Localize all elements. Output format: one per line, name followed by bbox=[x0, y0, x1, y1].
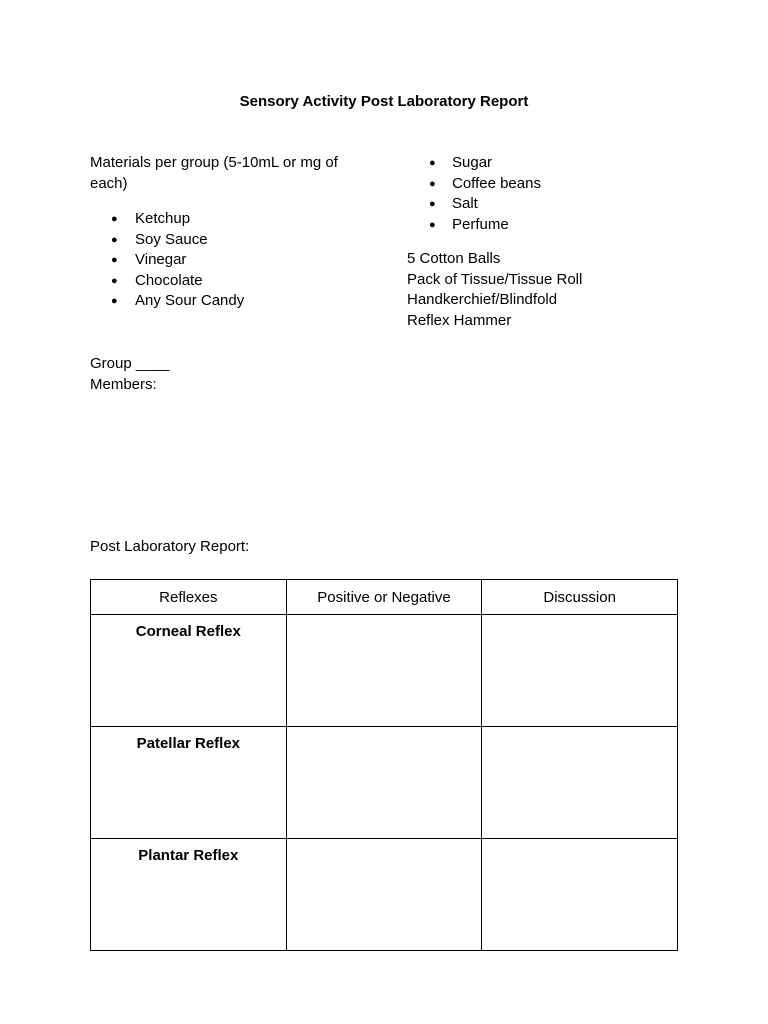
list-item: ● Soy Sauce bbox=[90, 230, 365, 251]
header-discussion: Discussion bbox=[482, 580, 678, 615]
extra-item: Pack of Tissue/Tissue Roll bbox=[407, 270, 583, 288]
list-item: ● Vinegar bbox=[90, 250, 365, 271]
list-item: ● Sugar bbox=[407, 153, 707, 174]
reflex-name: Plantar Reflex bbox=[91, 839, 287, 951]
discussion-cell[interactable] bbox=[482, 839, 678, 951]
extra-item: 5 Cotton Balls bbox=[407, 250, 501, 267]
reflex-name: Corneal Reflex bbox=[91, 615, 287, 727]
group-section bbox=[90, 354, 169, 395]
result-cell[interactable] bbox=[286, 839, 482, 951]
table-header-row bbox=[91, 580, 678, 615]
discussion-cell[interactable] bbox=[482, 727, 678, 839]
reflex-table bbox=[90, 579, 678, 951]
extra-item: Reflex Hammer bbox=[407, 311, 512, 329]
post-lab-label: Post Laboratory Report: bbox=[90, 538, 250, 555]
reflex-name: Patellar Reflex bbox=[91, 727, 287, 839]
materials-right-column bbox=[407, 153, 707, 331]
header-positive-negative: Positive or Negative bbox=[286, 580, 482, 615]
list-item: ● Salt bbox=[407, 194, 707, 215]
group-label: Group ____ bbox=[90, 355, 170, 372]
header-reflexes: Reflexes bbox=[91, 580, 287, 615]
materials-list-right bbox=[407, 153, 707, 235]
result-cell[interactable] bbox=[286, 727, 482, 839]
list-item: ● Chocolate bbox=[90, 271, 365, 292]
table-row bbox=[91, 839, 678, 951]
list-item: ● Any Sour Candy bbox=[90, 291, 365, 312]
extra-item: Handkerchief/Blindfold bbox=[407, 291, 558, 308]
list-item: ● Ketchup bbox=[90, 209, 365, 230]
table-row bbox=[91, 727, 678, 839]
table-row bbox=[91, 615, 678, 727]
discussion-cell[interactable] bbox=[482, 615, 678, 727]
document-title: Sensory Activity Post Laboratory Report bbox=[239, 93, 529, 110]
result-cell[interactable] bbox=[286, 615, 482, 727]
materials-list-left bbox=[90, 209, 365, 312]
list-item: ● Coffee beans bbox=[407, 174, 707, 195]
members-label: Members: bbox=[90, 375, 157, 393]
materials-left-column bbox=[90, 153, 365, 312]
extra-materials bbox=[407, 249, 707, 331]
materials-heading: Materials per group (5-10mL or mg of each) bbox=[90, 154, 338, 192]
list-item: ● Perfume bbox=[407, 215, 707, 236]
